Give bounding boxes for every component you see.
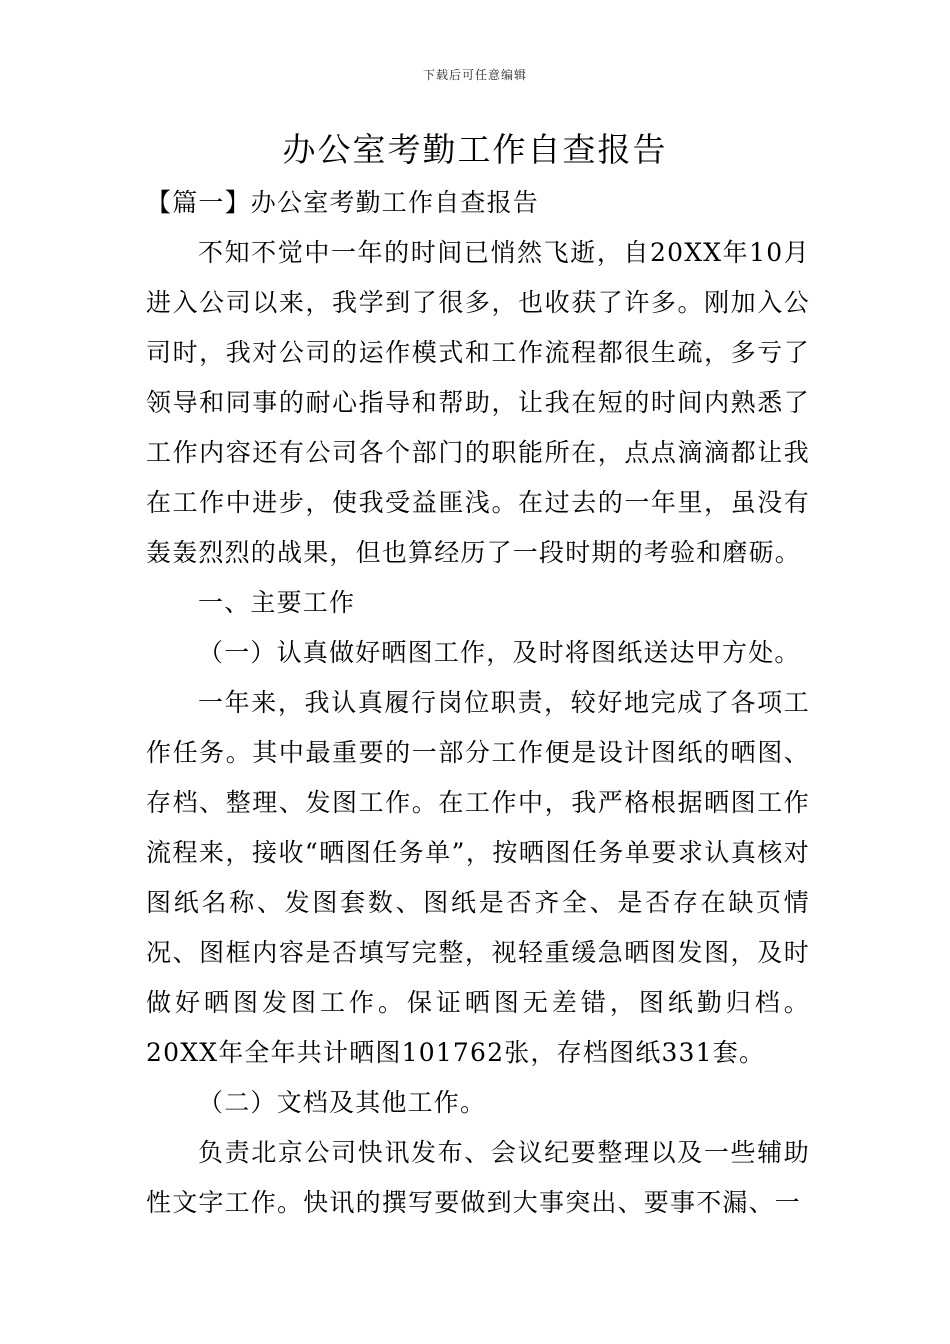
printing-work-paragraph: 一年来，我认真履行岗位职责，较好地完成了各项工作任务。其中最重要的一部分工作便是设计图纸的晒图、存档、整理、发图工作。在工作中，我严格根据晒图工作流程来，接收“晒图任务单”，按晒图任务单要求认真核对图纸名称、发图套数、图纸是否齐全、是否存在缺页情况、图框内容是否填写完整，视轻重缓急晒图发图，及时做好晒图发图工作。保证晒图无差错，图纸勤归档。20XX年全年共计晒图101762张，存档图纸331套。 (146, 688, 810, 1067)
section-label: 【篇一】办公室考勤工作自查报告 (146, 188, 540, 217)
document-body (146, 178, 810, 1228)
heading-main-work: 一、主要工作 (198, 588, 356, 617)
document-title: 办公室考勤工作自查报告 (282, 130, 668, 169)
intro-paragraph: 不知不觉中一年的时间已悄然飞逝，自20XX年10月进入公司以来，我学到了很多，也收获了许多。刚加入公司时，我对公司的运作模式和工作流程都很生疏，多亏了领导和同事的耐心指导和帮助，让我在短的时间内熟悉了工作内容还有公司各个部门的职能所在，点点滴滴都让我在工作中进步，使我受益匪浅。在过去的一年里，虽没有轰轰烈烈的战果，但也算经历了一段时期的考验和磨砺。 (146, 238, 810, 567)
header-note: 下载后可任意编辑 (422, 68, 527, 82)
subheading-printing-work: （一）认真做好晒图工作，及时将图纸送达甲方处。 (198, 638, 801, 667)
documents-work-paragraph: 负责北京公司快讯发布、会议纪要整理以及一些辅助性文字工作。快讯的撰写要做到大事突出、要事不漏、一 (146, 1138, 810, 1217)
subheading-documents-work: （二）文档及其他工作。 (198, 1088, 487, 1117)
